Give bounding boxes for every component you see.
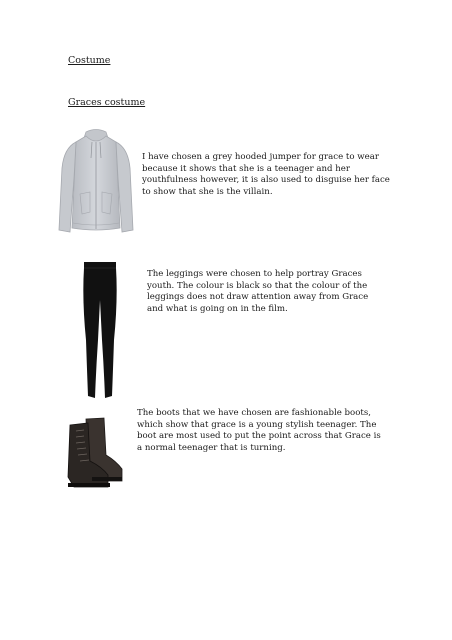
boots-image <box>64 415 124 489</box>
page-title: Costume <box>68 55 111 66</box>
section-heading: Graces costume <box>68 97 146 108</box>
leggings-image <box>78 260 122 400</box>
leggings-description: The leggings were chosen to help portray Graces youth. The colour is black so that the colour of the leggings does not draw attention away from Grace and what is going on in the film. <box>147 269 369 314</box>
jumper-description: I have chosen a grey hooded jumper for grace to wear because it shows that she is a teenager and her youthfulness however, it is also used to disguise her face to show that she is the villain. <box>142 152 390 197</box>
boots-description: The boots that we have chosen are fashionable boots, which show that grace is a young stylish teenager. The boot are most used to put the point across that Grace is a normal teenager that is turning. <box>137 408 381 453</box>
hoodie-image <box>56 128 136 236</box>
